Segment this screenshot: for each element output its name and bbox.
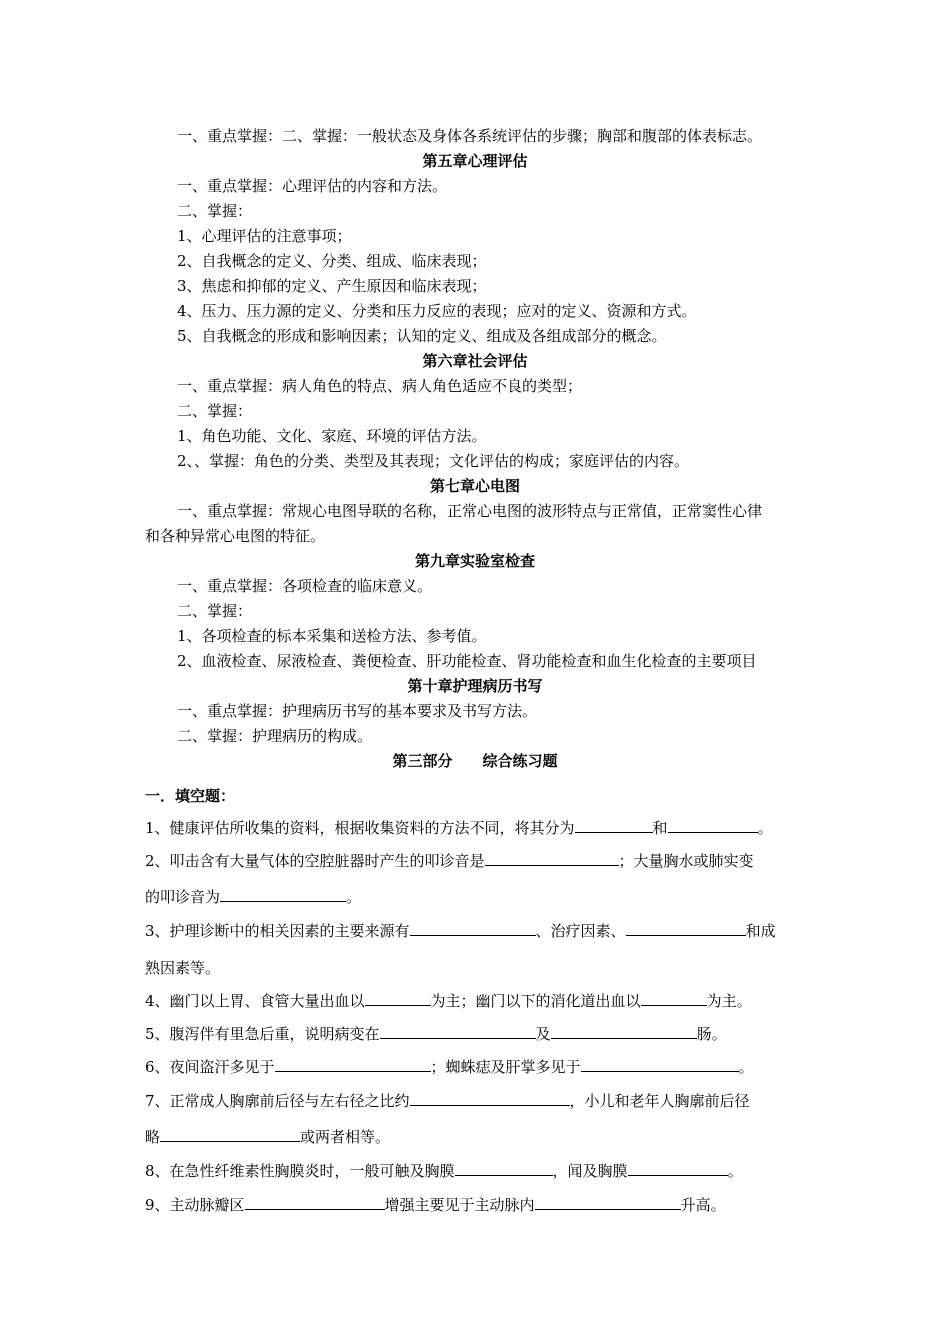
question-text: 和成 [745, 922, 776, 940]
question-text: 9、主动脉瓣区 [145, 1196, 245, 1214]
answer-blank[interactable] [275, 1057, 431, 1072]
question-text: 6、夜间盗汗多见于 [145, 1058, 275, 1076]
answer-blank[interactable] [668, 818, 758, 833]
answer-blank[interactable] [575, 818, 653, 833]
question-text: 1、健康评估所收集的资料，根据收集资料的方法不同，将其分为 [145, 819, 575, 837]
answer-blank[interactable] [245, 1195, 385, 1210]
ch10-master: 二、掌握：护理病历的构成。 [177, 727, 373, 745]
question-text: 。 [738, 1058, 754, 1076]
ch9-item: 1、各项检查的标本采集和送检方法、参考值。 [177, 627, 487, 645]
ch5-key-points: 一、重点掌握：心理评估的内容和方法。 [177, 177, 448, 195]
ch6-key-points: 一、重点掌握：病人角色的特点、病人角色适应不良的类型； [177, 377, 583, 395]
question-text: 肠。 [696, 1025, 727, 1043]
question-7-cont [145, 1127, 390, 1147]
question-text: 和 [652, 819, 668, 837]
answer-blank[interactable] [410, 921, 536, 936]
question-text: 增强主要见于主动脉内 [384, 1196, 535, 1214]
ch9-item: 2、血液检查、尿液检查、粪便检查、肝功能检查、肾功能检查和血生化检查的主要项目 [177, 652, 757, 670]
question-5 [145, 1024, 727, 1044]
ch5-title: 第五章心理评估 [422, 152, 528, 170]
answer-blank[interactable] [641, 991, 707, 1006]
question-text: 。 [757, 819, 773, 837]
question-text: ；蜘蛛痣及肝掌多见于 [430, 1058, 581, 1076]
ch10-key-points: 一、重点掌握：护理病历书写的基本要求及书写方法。 [177, 702, 538, 720]
question-text: 升高。 [680, 1196, 726, 1214]
question-text: 或两者相等。 [300, 1128, 391, 1146]
ch5-master-heading: 二、掌握： [177, 202, 253, 220]
answer-blank[interactable] [535, 1195, 681, 1210]
question-9 [145, 1195, 726, 1215]
question-text: 、治疗因素、 [535, 922, 626, 940]
question-6 [145, 1057, 754, 1077]
ch7-key-points-line1: 一、重点掌握：常规心电图导联的名称，正常心电图的波形特点与正常值，正常窦性心律 [177, 502, 763, 520]
ch9-master-heading: 二、掌握： [177, 602, 253, 620]
question-text: 5、腹泻伴有里急后重，说明病变在 [145, 1025, 380, 1043]
answer-blank[interactable] [485, 851, 619, 866]
answer-blank[interactable] [626, 921, 746, 936]
answer-blank[interactable] [628, 1161, 728, 1176]
ch7-key-points-line2: 和各种异常心电图的特征。 [145, 527, 326, 545]
ch5-item: 5、自我概念的形成和影响因素；认知的定义、组成及各组成部分的概念。 [177, 327, 667, 345]
answer-blank[interactable] [365, 991, 431, 1006]
ch7-title: 第七章心电图 [429, 477, 520, 495]
answer-blank[interactable] [380, 1024, 536, 1039]
ch6-title: 第六章社会评估 [422, 352, 528, 370]
fill-in-section-heading: 一．填空题： [145, 787, 236, 805]
question-2 [145, 851, 754, 871]
question-8 [145, 1161, 743, 1181]
ch9-key-points: 一、重点掌握：各项检查的临床意义。 [177, 577, 433, 595]
ch5-item: 3、焦虑和抑郁的定义、产生原因和临床表现； [177, 277, 487, 295]
question-text: ；大量胸水或肺实变 [618, 852, 754, 870]
question-text: 7、正常成人胸廓前后径与左右径之比约 [145, 1092, 410, 1110]
ch5-item: 2、自我概念的定义、分类、组成、临床表现； [177, 252, 487, 270]
question-1 [145, 818, 773, 838]
question-text: 8、在急性纤维素性胸膜炎时，一般可触及胸膜 [145, 1162, 455, 1180]
question-text: 为主；幽门以下的消化道出血以 [430, 992, 641, 1010]
ch4-key-points: 一、重点掌握：二、掌握：一般状态及身体各系统评估的步骤；胸部和腹部的体表标志。 [177, 127, 763, 145]
question-3 [145, 921, 776, 941]
question-text: 为主。 [706, 992, 752, 1010]
question-text: 。 [346, 888, 362, 906]
question-4 [145, 991, 752, 1011]
question-text: 2、叩击含有大量气体的空腔脏器时产生的叩诊音是 [145, 852, 485, 870]
ch6-item: 1、角色功能、文化、家庭、环境的评估方法。 [177, 427, 487, 445]
question-3-cont: 熟因素等。 [145, 959, 221, 977]
ch5-item: 4、压力、压力源的定义、分类和压力反应的表现；应对的定义、资源和方式。 [177, 302, 697, 320]
ch6-master-heading: 二、掌握： [177, 402, 253, 420]
answer-blank[interactable] [551, 1024, 697, 1039]
part3-title: 第三部分 综合练习题 [392, 752, 558, 770]
ch6-item: 2、、掌握：角色的分类、类型及其表现；文化评估的构成；家庭评估的内容。 [177, 452, 690, 470]
answer-blank[interactable] [220, 887, 346, 902]
answer-blank[interactable] [455, 1161, 553, 1176]
answer-blank[interactable] [410, 1091, 570, 1106]
question-text: 4、幽门以上胃、食管大量出血以 [145, 992, 365, 1010]
answer-blank[interactable] [581, 1057, 739, 1072]
question-7 [145, 1091, 750, 1111]
question-text: 3、护理诊断中的相关因素的主要来源有 [145, 922, 410, 940]
answer-blank[interactable] [160, 1127, 300, 1142]
question-text: ，闻及胸膜 [552, 1162, 628, 1180]
ch10-title: 第十章护理病历书写 [407, 677, 543, 695]
question-text: 的叩诊音为 [145, 888, 221, 906]
ch5-item: 1、心理评估的注意事项； [177, 227, 352, 245]
question-text: 及 [535, 1025, 551, 1043]
ch9-title: 第九章实验室检查 [414, 552, 535, 570]
question-text: ，小儿和老年人胸廓前后径 [569, 1092, 750, 1110]
question-2-cont [145, 887, 361, 907]
question-text: 略 [145, 1128, 161, 1146]
question-text: 。 [727, 1162, 743, 1180]
